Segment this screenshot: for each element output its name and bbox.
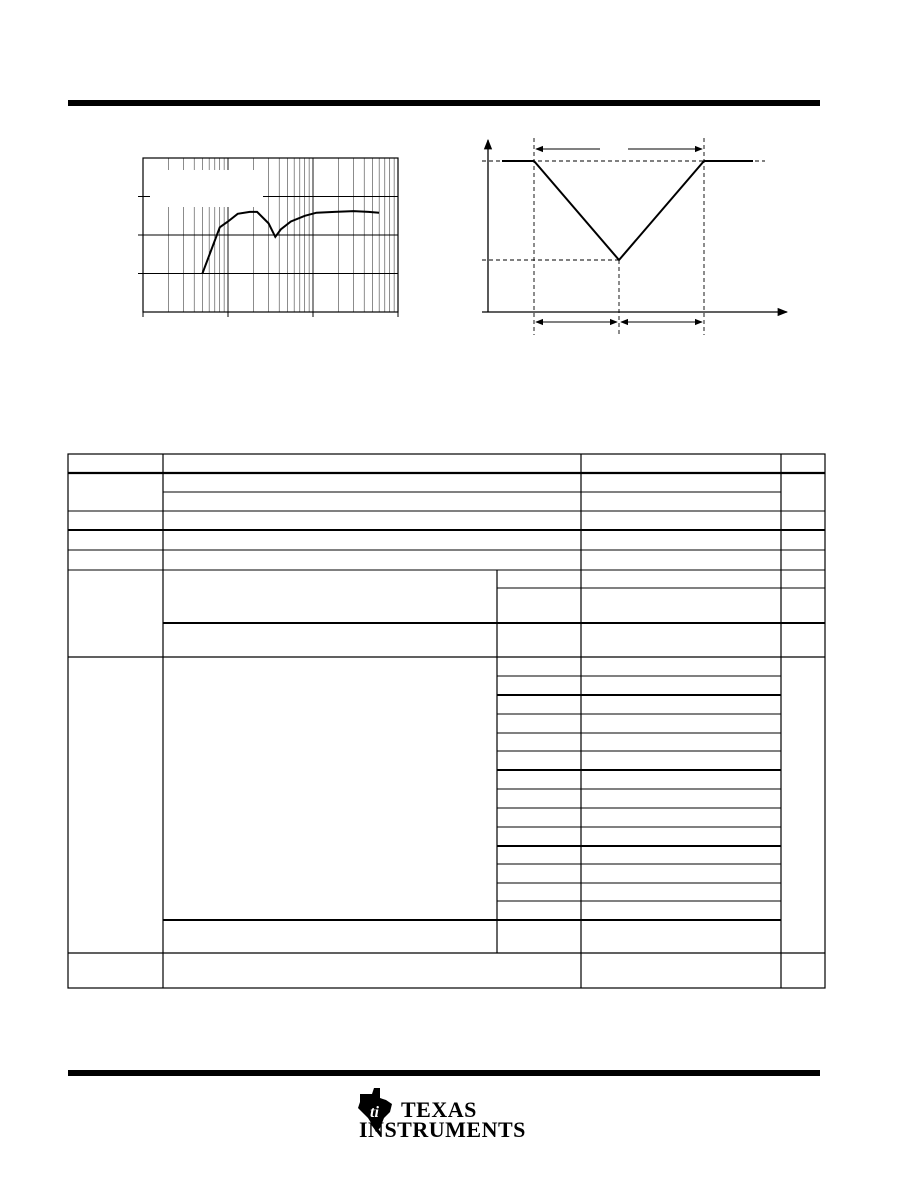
logo-line1: TEXAS	[401, 1097, 477, 1122]
logo-line2: INSTRUMENTS	[359, 1117, 526, 1142]
svg-text:ti: ti	[370, 1104, 379, 1121]
